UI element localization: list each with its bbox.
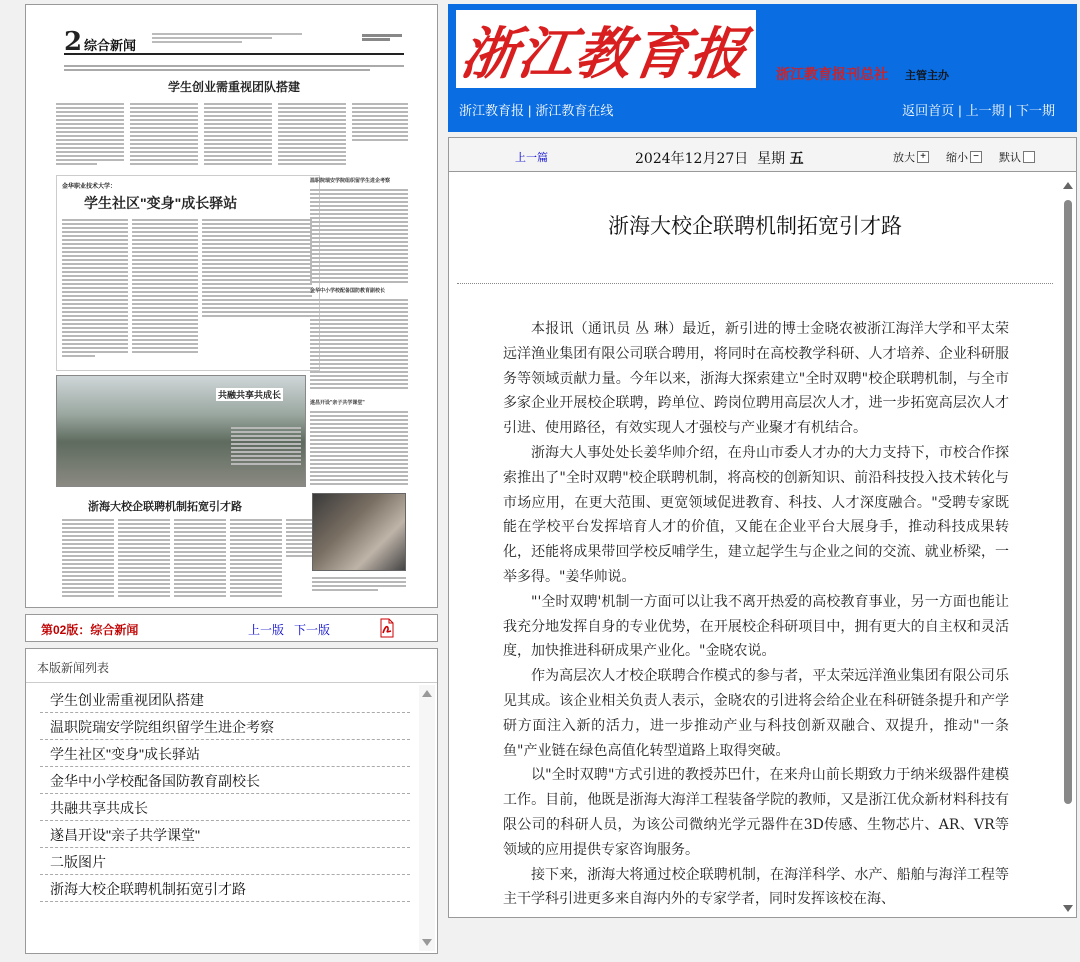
np-text-block [204,101,272,167]
article-scrollbar[interactable] [1061,176,1075,916]
divider [26,682,437,683]
np-text-block [278,101,346,167]
np-text-block [130,101,198,167]
scroll-up-icon[interactable] [422,690,432,697]
weekday: 五 [789,151,804,167]
np-text-block [56,101,124,167]
article-body [503,317,1009,912]
np-headline-2[interactable]: 学生社区"变身"成长驿站 [84,195,238,211]
issue-nav: 返回首页 | 上一期 | 下一期 [902,103,1055,118]
np-sub-2[interactable]: 金华中小学校配备国防教育副校长 [310,288,386,294]
edition-title: 第02版：综合新闻 [41,623,139,637]
zoom-out-icon[interactable]: − [970,151,982,163]
news-list-panel [25,648,438,954]
prev-edition-link[interactable]: 上一版 [248,623,285,637]
news-list-item[interactable]: 金华中小学校配备国防教育副校长 [40,767,410,794]
news-list-item[interactable]: 学生创业需重视团队搭建 [40,686,410,713]
issue-date [635,148,804,168]
np-text-block [118,517,170,599]
article-paragraph: 以"全时双聘"方式引进的教授苏巴什，在来舟山前长期致力于纳米级器件建模工作。目前，他既是浙海大海洋工程装备学院的教师，又是浙江优众新材料科技有限公司的科研人员，为该公司微纳光学元器件在3D传感、生物芯片、AR、VR等领域的应用提供专家咨询服务。 [503,767,1009,858]
zoom-out-control[interactable] [946,149,982,165]
np-text-block [230,517,282,599]
np-intro [64,63,404,73]
news-list-item[interactable]: 共融共享共成长 [40,794,410,821]
news-list-item[interactable]: 二版图片 [40,848,410,875]
article-toolbar [448,137,1077,171]
logo-box [456,10,756,88]
news-list-heading: 本版新闻列表 [37,661,110,675]
publisher-role: 主管主办 [905,70,949,82]
np-sub-3[interactable]: 遂昌开设"亲子共学课堂" [310,400,365,406]
np-section: 综合新闻 [84,38,137,53]
article-paragraph: 本报讯（通讯员 丛 琳）最近，新引进的博士金晓农被浙江海洋大学和平太荣远洋渔业集团有限公司联合聘用，将同时在高校教学科研、人才培养、企业科研服务等领域贡献力量。今年以来，浙海大探索建立"全时双聘"校企联聘机制，与全市多家企业开展校企联聘，跨单位、跨岗位聘用高层次人才，进一步拓宽高层次人才引进、使用路径，有效实现人才强校与产业聚才有机结合。 [503,321,1009,437]
np-text-block [202,217,312,319]
zoom-in-label: 放大 [893,152,915,164]
scroll-thumb[interactable] [1064,200,1072,804]
np-sub-1[interactable]: 温职院瑞安学院组织留学生进企考察 [310,178,391,184]
np-meta [152,31,302,49]
default-size-control[interactable] [999,149,1035,165]
news-list [40,686,410,902]
np-text-block [132,217,198,355]
np-text-block [310,297,408,391]
news-list-item[interactable]: 遂昌开设"亲子共学课堂" [40,821,410,848]
np-text-block [174,517,226,599]
np-text-block [62,217,128,359]
np-page-number: 2 [64,27,83,57]
article-panel [448,171,1077,918]
article-paragraph: "'全时双聘'机制一方面可以让我不离开热爱的高校教育事业，另一方面也能让我充分地发挥自身的专业优势，在开展校企科研项目中，拥有更大的自主权和灵活度，加快推进科研成果产业化。"金晓农说。 [503,593,1009,660]
link-zjjyzx[interactable]: 浙江教育在线 [535,103,614,118]
scroll-down-icon[interactable] [422,939,432,946]
np-kicker: 金华职业技术大学： [62,184,117,190]
next-edition-link[interactable]: 下一版 [294,623,331,637]
np-text-block [352,101,408,143]
news-list-item[interactable]: 浙海大校企联聘机制拓宽引才路 [40,875,410,902]
zoom-in-icon[interactable]: + [917,151,929,163]
news-list-item[interactable]: 学生社区"变身"成长驿站 [40,740,410,767]
link-zjjyb[interactable]: 浙江教育报 [459,103,525,118]
np-headline-3[interactable]: 共融共享共成长 [218,390,282,400]
default-checkbox[interactable] [1023,151,1035,163]
np-text-block [310,187,408,285]
np-mini-logo [362,33,402,45]
article-paragraph: 浙海大人事处处长姜华帅介绍，在舟山市委人才办的大力支持下，市校合作探索推出了"全时双聘"校企联聘机制，将高校的创新知识、前沿科技投入技术转化与市场应用，在更大范围、更宽领域促进教育、科技、人才深度融合。"受聘专家既能在学校平台发挥培育人才的价值，又能在企业平台大展身手，推动科技成果转化，还能将成果带回学校反哺学生，建立起学生与企业之间的交流、就业桥梁，一举多得。"姜华帅说。 [503,444,1009,585]
np-header [64,27,404,55]
site-links: 浙江教育报 | 浙江教育在线 [459,103,614,118]
prev-issue-link[interactable]: 上一期 [965,103,1005,118]
article-paragraph: 作为高层次人才校企联聘合作模式的参与者，平太荣远洋渔业集团有限公司乐见其成。该企业相关负责人表示，金晓农的引进将会给企业在科研链条提升和产学研方面注入新的活力，进一步推动产业与科技创新双融合、双提升，推动"一条鱼"产业链在绿色高值化转型道路上取得突破。 [503,668,1009,759]
prev-article-link[interactable]: 上一篇 [515,152,548,164]
np-text-block [310,409,408,487]
scroll-down-icon[interactable] [1063,905,1073,912]
divider [457,283,1053,284]
np-text-block [231,425,301,467]
publisher-name: 浙江教育报刊总社 [776,67,888,83]
np-text-block [312,575,406,593]
default-label: 默认 [999,152,1021,164]
article-title: 浙海大校企联聘机制拓宽引才路 [608,214,902,238]
np-headline-4[interactable]: 浙海大校企联聘机制拓宽引才路 [88,501,242,513]
scroll-up-icon[interactable] [1063,182,1073,189]
news-list-item[interactable]: 温职院瑞安学院组织留学生进企考察 [40,713,410,740]
masthead [448,4,1077,132]
article-paragraph: 接下来，浙海大将通过校企联聘机制，在海洋科学、水产、船舶与海洋工程等主干学科引进更多来自海内外的专家学者，同时发挥该校在海、 [503,866,1009,908]
newspaper-logo[interactable]: 浙江教育报 [456,21,752,87]
np-photo-lab[interactable] [312,493,406,571]
home-link[interactable]: 返回首页 [902,103,955,118]
edition-bar [25,614,438,642]
np-headline-1[interactable]: 学生创业需重视团队搭建 [167,80,300,94]
newspaper-page-image[interactable] [25,4,438,608]
zoom-in-control[interactable] [893,149,929,165]
np-text-block [62,517,114,599]
pdf-icon[interactable] [378,618,396,638]
next-issue-link[interactable]: 下一期 [1015,103,1055,118]
news-list-scrollbar[interactable] [419,685,435,951]
date-text: 2024年12月27日 星期 [635,151,786,167]
zoom-out-label: 缩小 [946,152,968,164]
